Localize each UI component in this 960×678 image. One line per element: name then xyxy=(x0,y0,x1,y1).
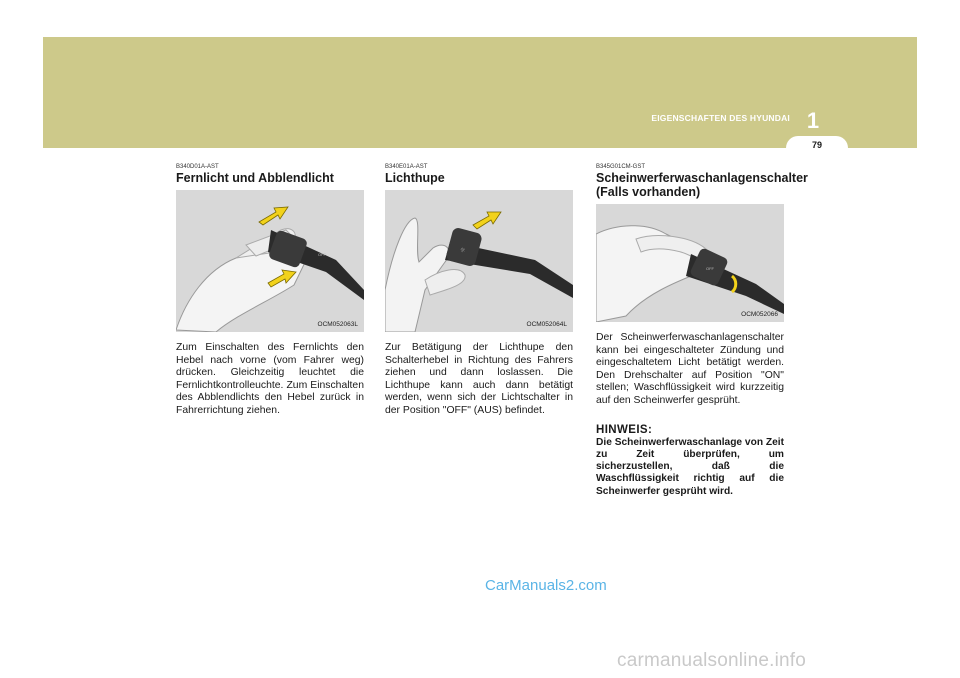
section-flash xyxy=(385,164,573,418)
hand-lever-illustration xyxy=(176,190,364,332)
note-title: HINWEIS: xyxy=(596,423,653,436)
svg-text:OFF: OFF xyxy=(706,266,714,271)
section-code: B340D01A-AST xyxy=(176,164,219,170)
svg-text:OFF: OFF xyxy=(318,252,326,257)
section-heading: Lichthupe xyxy=(385,171,445,185)
figure-code: OCM052063L xyxy=(317,321,358,328)
section-heading: Fernlicht und Abblendlicht xyxy=(176,171,334,185)
section-body: Zur Betätigung der Lichthupe den Schalterhebel in Richtung des Fahrers ziehen und dann loslassen. Die Lichthupe kann auch dann betätigt werden, wenn sich der Lichtschalter in der Position "OFF" (AUS) befindet. xyxy=(385,342,573,416)
section-heading: Scheinwerferwaschanlagenschalter (Falls vorhanden) xyxy=(596,171,808,199)
page-number: 79 xyxy=(811,140,822,150)
section-headlamp-washer xyxy=(596,164,808,498)
section-body: Der Scheinwerferwaschanlagenschalter kann bei eingeschalteter Zündung und eingeschaltetem Licht betätigt werden. Den Drehschalter auf Position "ON" stellen; Waschflüssigkeit wird kurzzeitig auf den Scheinwerfer gesprüht. xyxy=(596,332,784,406)
figure-code: OCM052066 xyxy=(741,311,778,318)
figure-code: OCM052064L xyxy=(526,321,567,328)
figure-high-low-beam xyxy=(176,190,364,332)
watermark-link[interactable]: CarManuals2.com xyxy=(485,577,607,594)
header-band xyxy=(43,37,917,148)
watermark-footer: carmanualsonline.info xyxy=(617,650,807,671)
chapter-title: EIGENSCHAFTEN DES HYUNDAI xyxy=(651,113,790,123)
hand-flash-illustration xyxy=(385,190,573,332)
figure-flash xyxy=(385,190,573,332)
section-high-low-beam xyxy=(176,164,364,418)
chapter-number: 1 xyxy=(806,108,820,133)
svg-text:☼: ☼ xyxy=(460,247,466,254)
note-text: Die Scheinwerferwaschanlage von Zeit zu Zeit überprüfen, um sicherzustellen, daß die Waschflüssigkeit richtig auf die Scheinwerfer gesprüht wird. xyxy=(596,436,784,497)
section-body: Zum Einschalten des Fernlichts den Hebel nach vorne (vom Fahrer weg) drücken. Gleichzeitig leuchtet die Fernlichtkontrolleuchte. Zum Einschalten des Abblendlichts den Hebel zurück in Fahrerrichtung ziehen. xyxy=(176,342,364,416)
arrow-up-icon xyxy=(259,207,288,225)
section-code: B340E01A-AST xyxy=(385,164,428,170)
hand-washer-illustration xyxy=(596,204,784,322)
arrow-pull-icon xyxy=(473,212,501,229)
figure-headlamp-washer xyxy=(596,204,784,322)
section-code: B345G01CM-GST xyxy=(596,164,646,170)
